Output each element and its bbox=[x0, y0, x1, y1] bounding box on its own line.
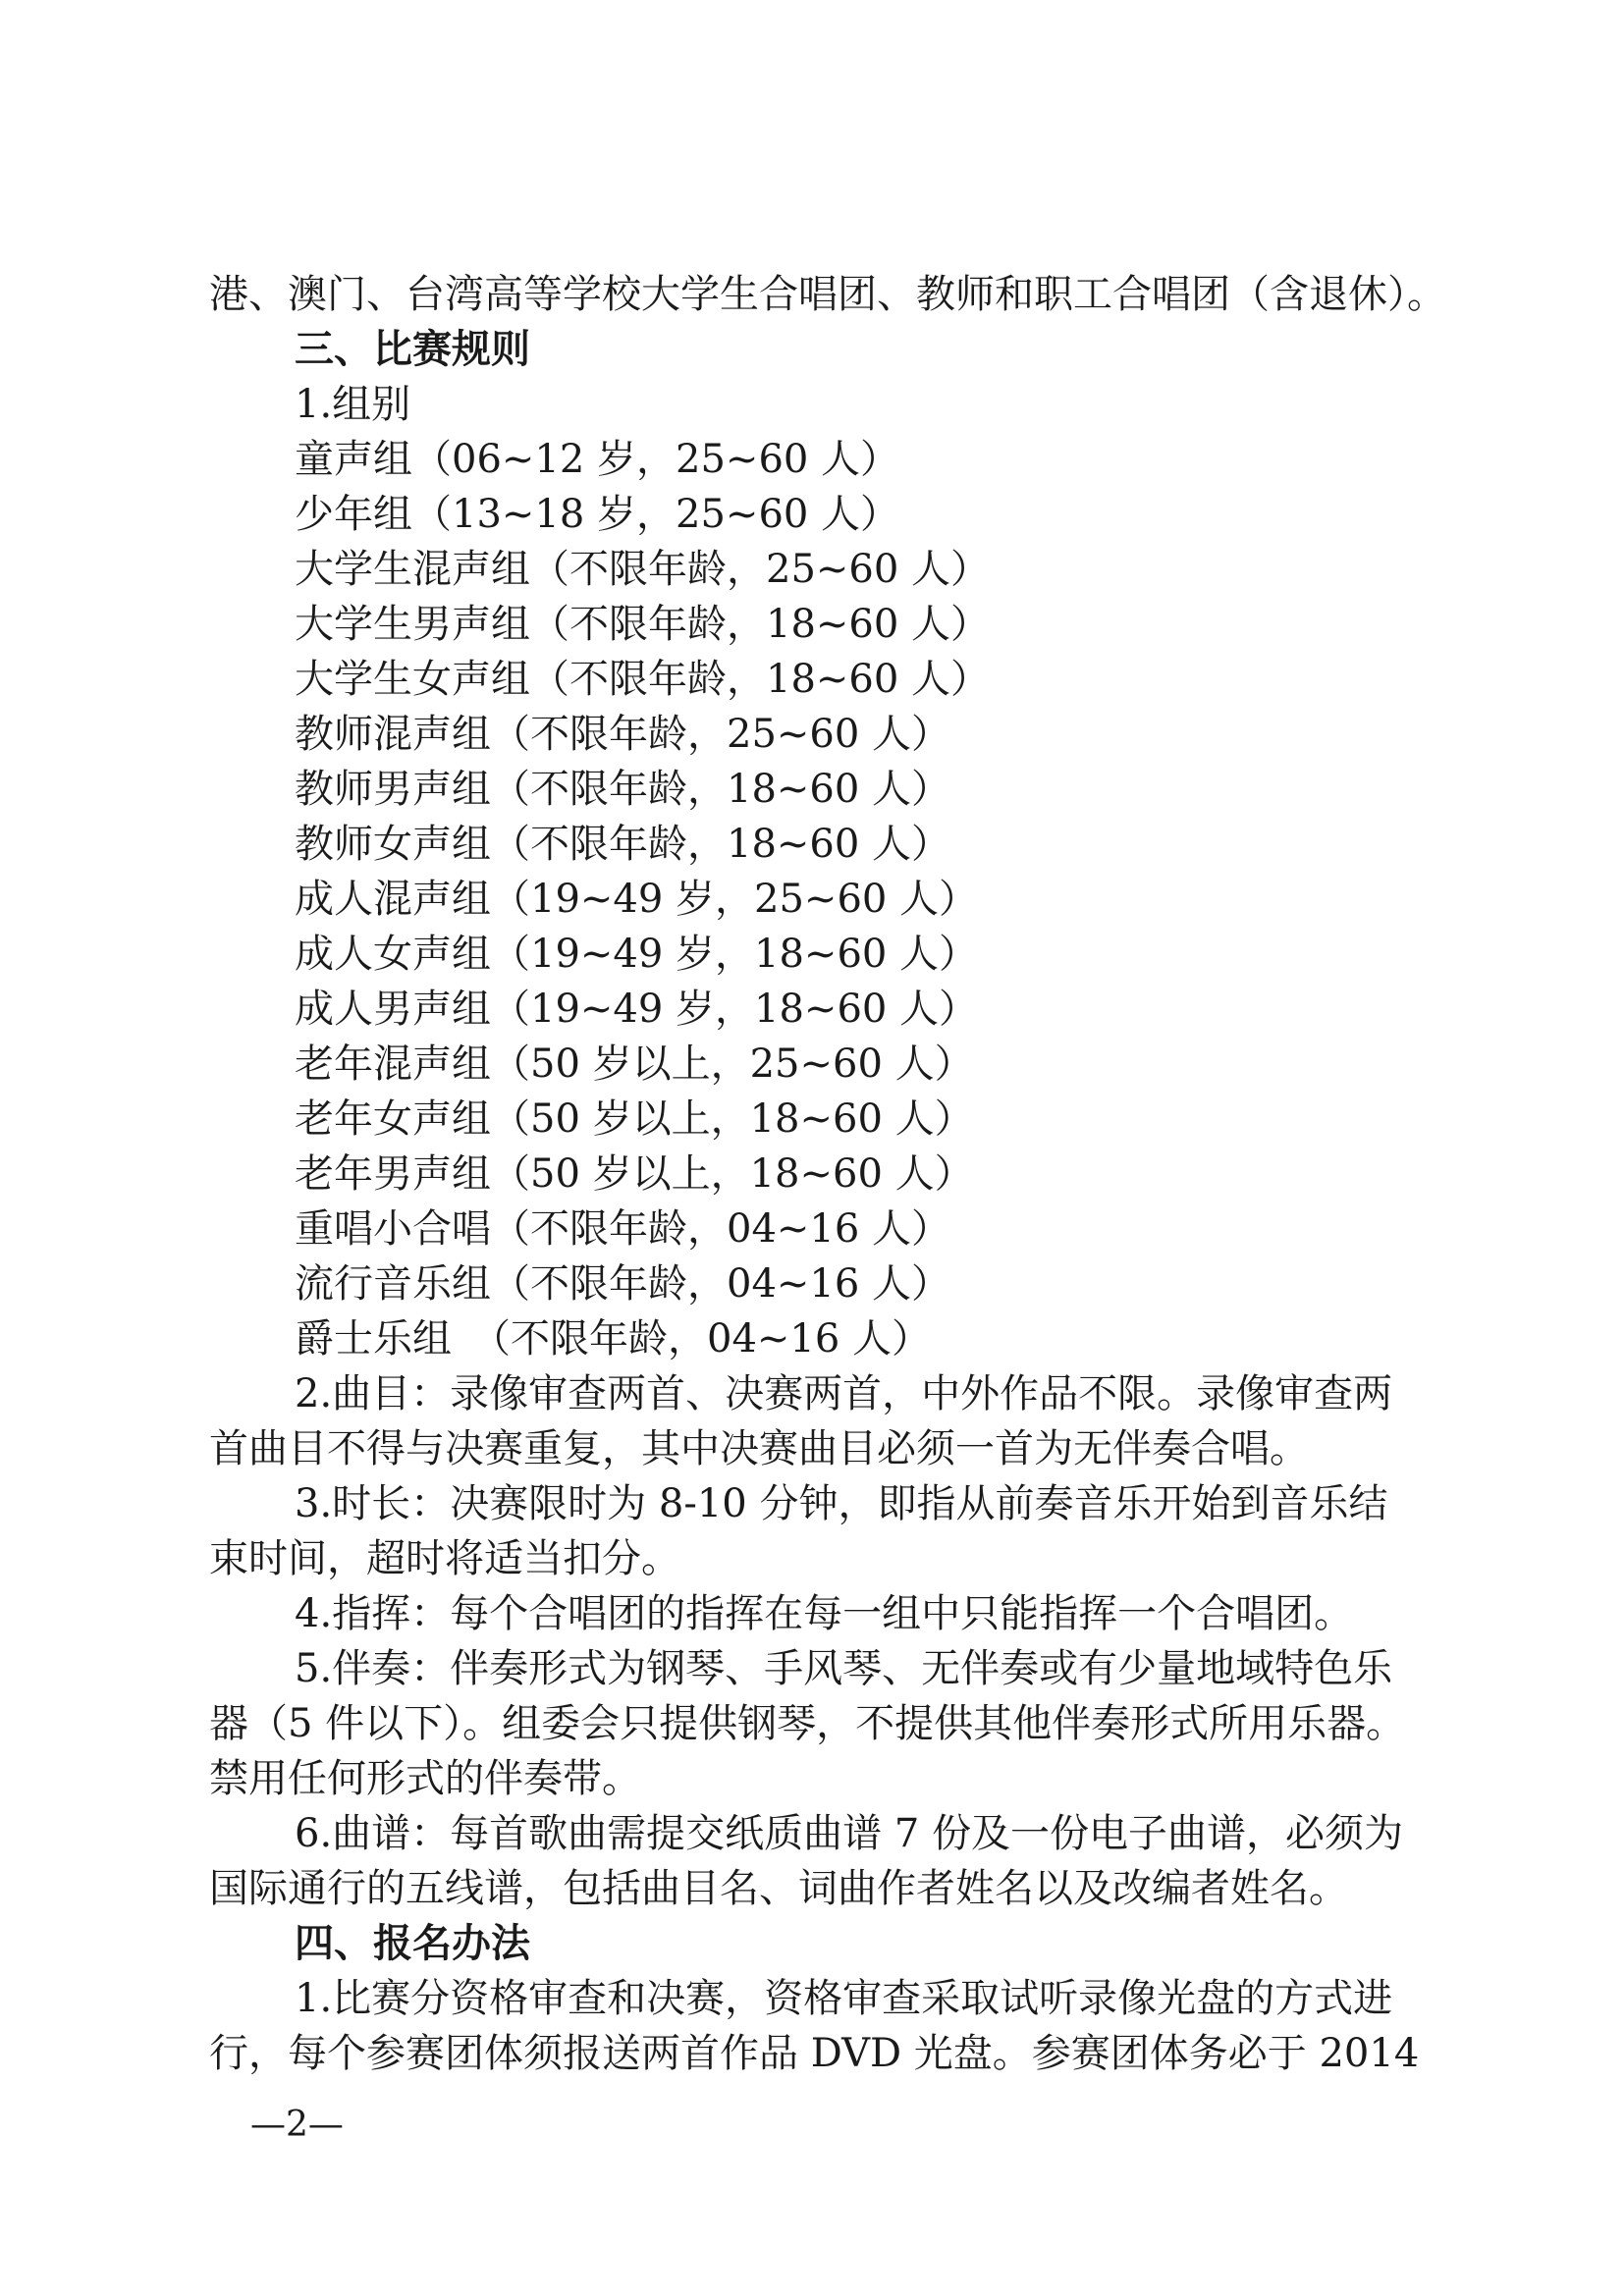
group-item: 爵士乐组 （不限年龄，04~16 人） bbox=[295, 1316, 932, 1362]
rule-paragraph-line: 6.曲谱：每首歌曲需提交纸质曲谱 7 份及一份电子曲谱，必须为 bbox=[295, 1811, 1404, 1856]
group-item: 少年组（13~18 岁，25~60 人） bbox=[295, 492, 900, 537]
section-heading: 四、报名办法 bbox=[295, 1921, 530, 1966]
group-item: 成人女声组（19~49 岁，18~60 人） bbox=[295, 932, 979, 977]
registration-paragraph-line: 行，每个参赛团体须报送两首作品 DVD 光盘。参赛团体务必于 2014 bbox=[209, 2031, 1420, 2076]
registration-paragraph-line: 1.比赛分资格审查和决赛，资格审查采取试听录像光盘的方式进 bbox=[295, 1976, 1393, 2021]
rule-paragraph-line: 禁用任何形式的伴奏带。 bbox=[209, 1756, 641, 1801]
group-item: 老年混声组（50 岁以上，25~60 人） bbox=[295, 1041, 974, 1087]
group-item: 大学生混声组（不限年龄，25~60 人） bbox=[295, 547, 991, 592]
rule-paragraph-line: 束时间，超时将适当扣分。 bbox=[209, 1536, 680, 1581]
group-item: 童声组（06~12 岁，25~60 人） bbox=[295, 437, 900, 482]
group-item: 大学生女声组（不限年龄，18~60 人） bbox=[295, 657, 991, 702]
group-item: 成人男声组（19~49 岁，18~60 人） bbox=[295, 987, 979, 1032]
rule-paragraph-line: 国际通行的五线谱，包括曲目名、词曲作者姓名以及改编者姓名。 bbox=[209, 1866, 1348, 1911]
group-item: 大学生男声组（不限年龄，18~60 人） bbox=[295, 602, 991, 647]
group-item: 成人混声组（19~49 岁，25~60 人） bbox=[295, 877, 979, 922]
group-item: 老年男声组（50 岁以上，18~60 人） bbox=[295, 1151, 974, 1197]
group-item: 重唱小合唱（不限年龄，04~16 人） bbox=[295, 1206, 951, 1252]
rule-paragraph-line: 器（5 件以下）。组委会只提供钢琴，不提供其他伴奏形式所用乐器。 bbox=[209, 1701, 1406, 1746]
rule-paragraph-line: 4.指挥：每个合唱团的指挥在每一组中只能指挥一个合唱团。 bbox=[295, 1591, 1354, 1636]
subsection-heading: 1.组别 bbox=[295, 382, 411, 427]
rule-paragraph-line: 2.曲目：录像审查两首、决赛两首，中外作品不限。录像审查两 bbox=[295, 1371, 1393, 1416]
group-item: 流行音乐组（不限年龄，04~16 人） bbox=[295, 1261, 951, 1307]
text-line: 港、澳门、台湾高等学校大学生合唱团、教师和职工合唱团（含退休）。 bbox=[209, 272, 1446, 317]
rule-paragraph-line: 首曲目不得与决赛重复，其中决赛曲目必须一首为无伴奏合唱。 bbox=[209, 1426, 1309, 1471]
section-heading: 三、比赛规则 bbox=[295, 327, 530, 372]
group-item: 教师男声组（不限年龄，18~60 人） bbox=[295, 767, 951, 812]
rule-paragraph-line: 5.伴奏：伴奏形式为钢琴、手风琴、无伴奏或有少量地域特色乐 bbox=[295, 1646, 1393, 1691]
rule-paragraph-line: 3.时长：决赛限时为 8-10 分钟，即指从前奏音乐开始到音乐结 bbox=[295, 1481, 1388, 1526]
group-item: 教师混声组（不限年龄，25~60 人） bbox=[295, 712, 951, 757]
group-item: 老年女声组（50 岁以上，18~60 人） bbox=[295, 1096, 974, 1142]
group-item: 教师女声组（不限年龄，18~60 人） bbox=[295, 822, 951, 867]
page-number: —2— bbox=[250, 2105, 344, 2145]
